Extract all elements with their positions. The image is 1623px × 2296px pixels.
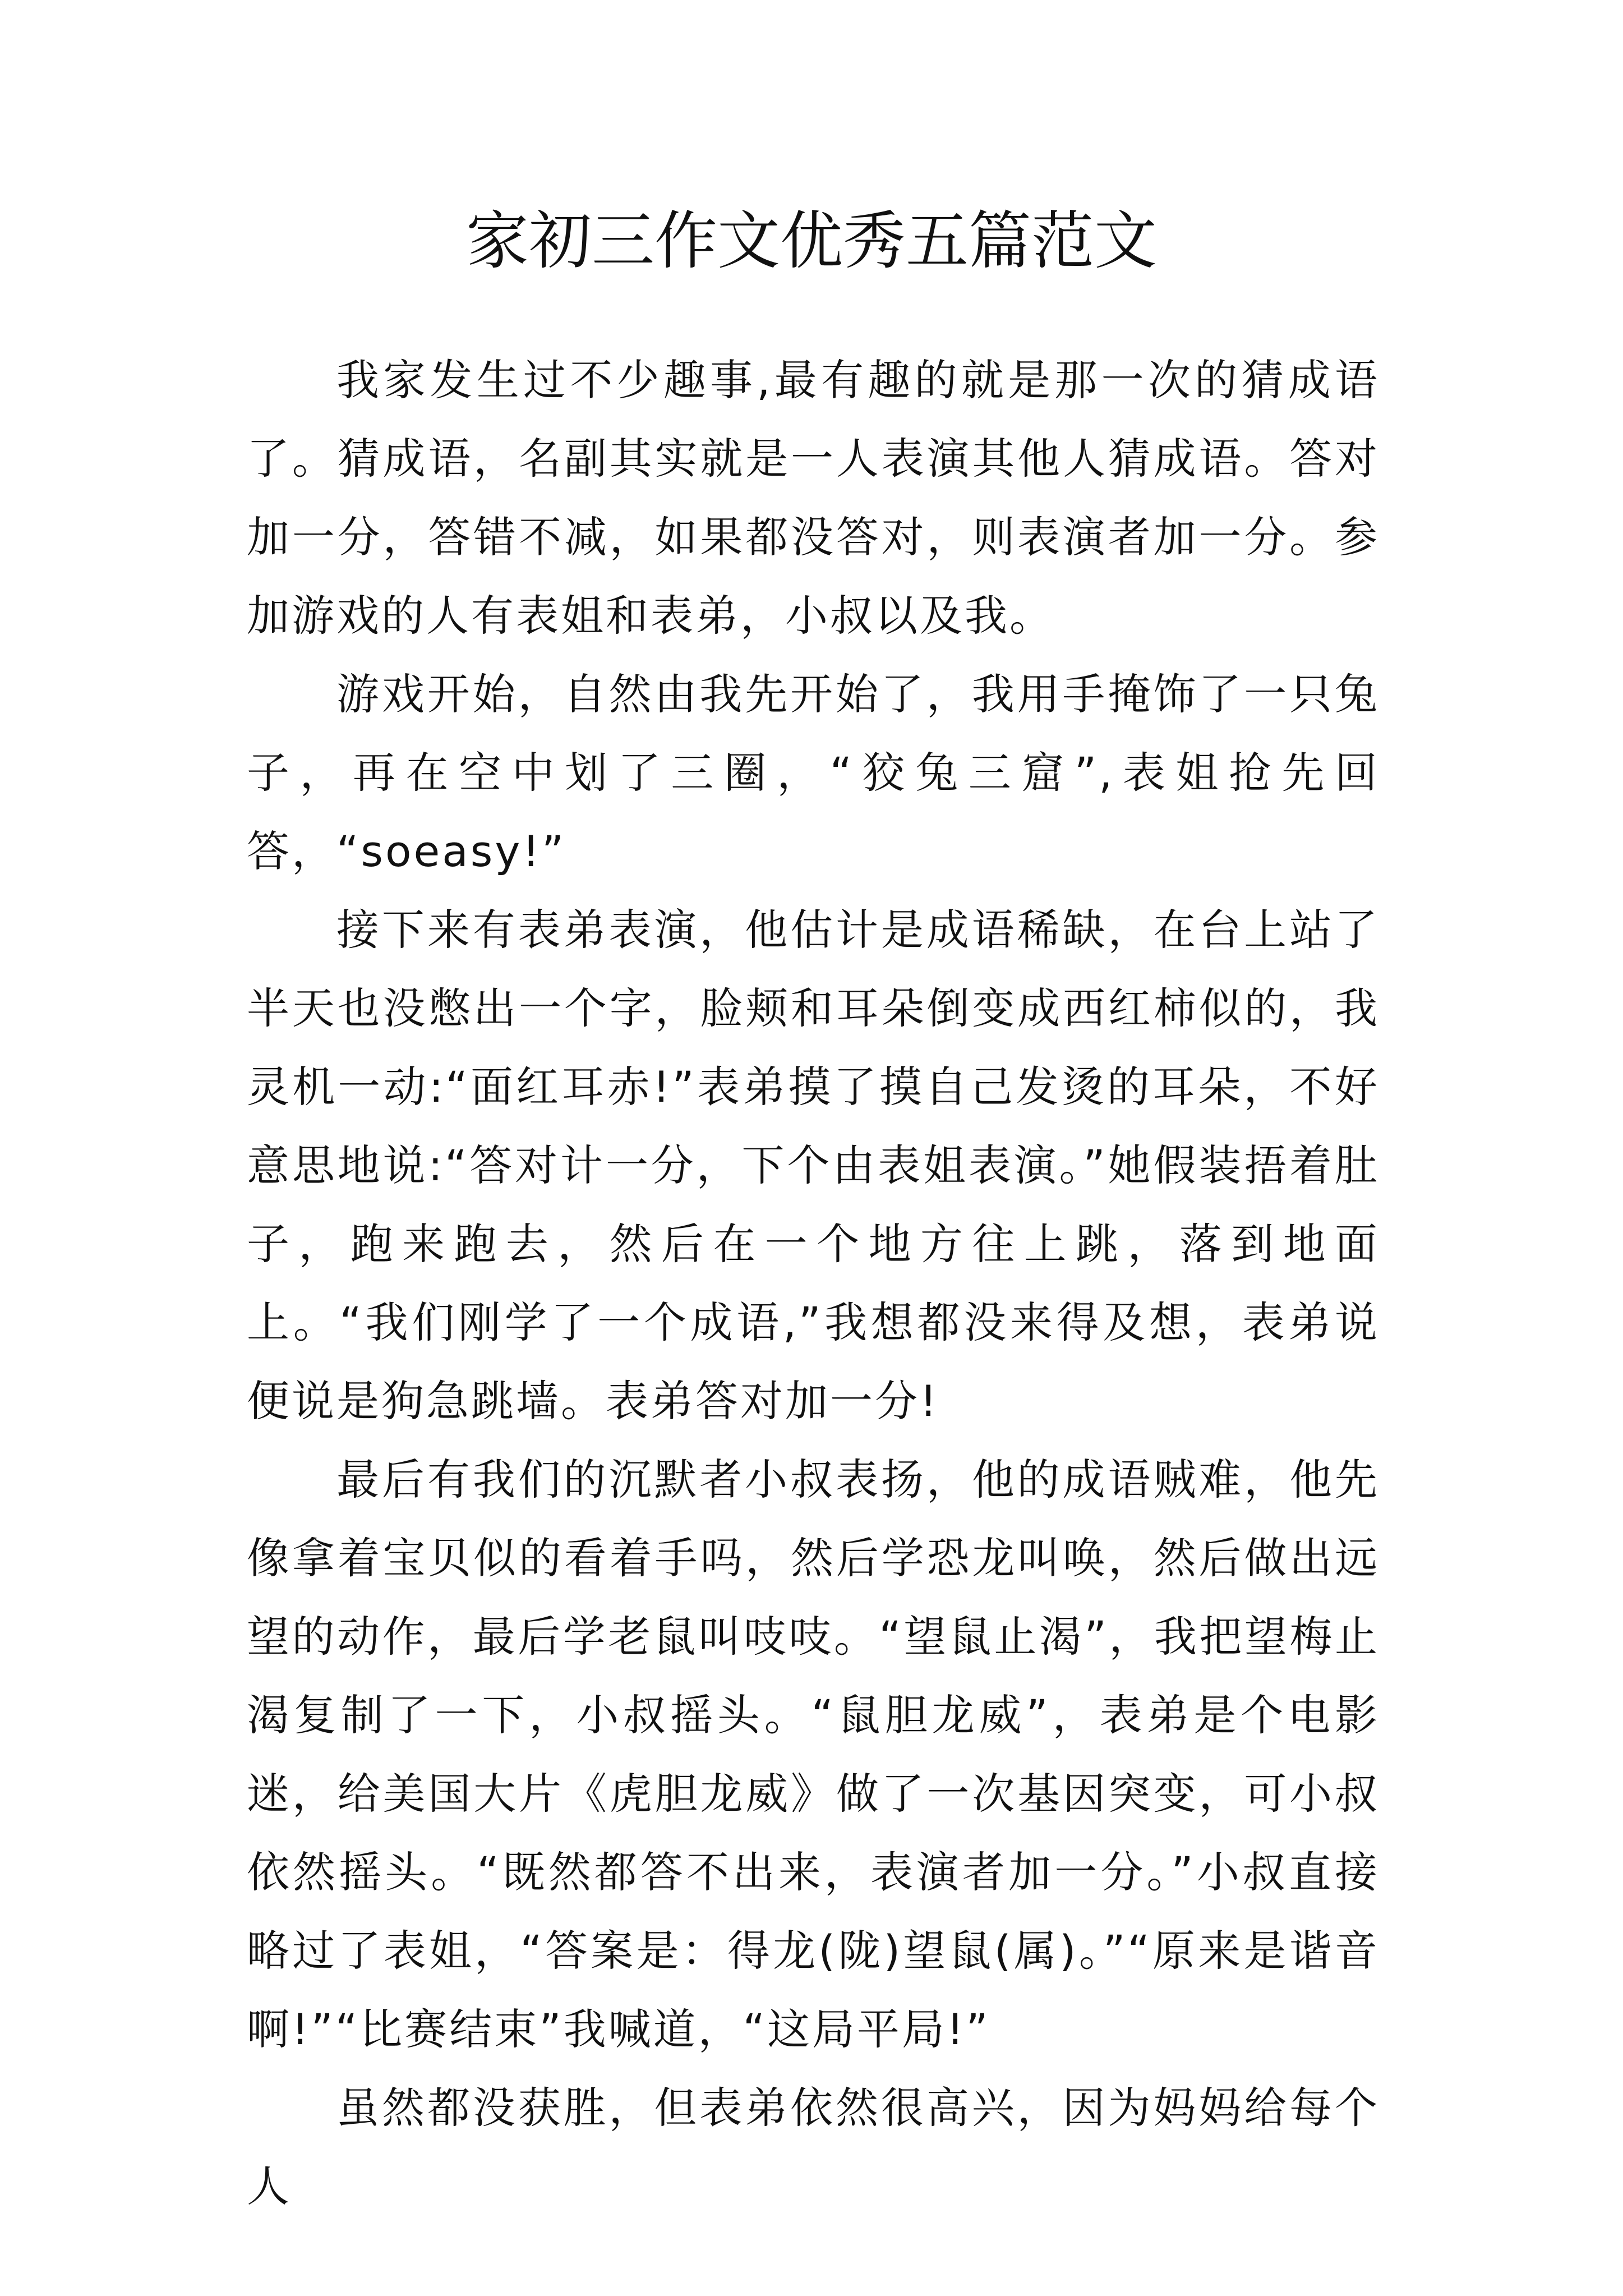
document-body <box>247 341 1380 2226</box>
paragraph-1: 我家发生过不少趣事,最有趣的就是那一次的猜成语了。猜成语，名副其实就是一人表演其他人猜成语。答对加一分，答错不减，如果都没答对，则表演者加一分。参加游戏的人有表姐和表弟，小叔以及我。 <box>247 355 1380 641</box>
paragraph-5: 虽然都没获胜，但表弟依然很高兴，因为妈妈给每个人 <box>247 2083 1380 2211</box>
paragraph-3: 接下来有表弟表演，他估计是成语稀缺，在台上站了半天也没憋出一个字，脸颊和耳朵倒变成西红柿似的，我灵机一动:“面红耳赤!”表弟摸了摸自己发烫的耳朵，不好意思地说:“答对计一分，下个由表姐表演。”她假装捂着肚子，跑来跑去，然后在一个地方往上跳，落到地面上。“我们刚学了一个成语,”我想都没来得及想，表弟说便说是狗急跳墙。表弟答对加一分! <box>247 905 1380 1426</box>
paragraph-2: 游戏开始，自然由我先开始了，我用手掩饰了一只兔子，再在空中划了三圈，“狡兔三窟”,表姐抢先回答，“soeasy!” <box>247 669 1380 876</box>
paragraph-4: 最后有我们的沉默者小叔表扬，他的成语贼难，他先像拿着宝贝似的看着手吗，然后学恐龙叫唤，然后做出远望的动作，最后学老鼠叫吱吱。“望鼠止渴”，我把望梅止渴复制了一下，小叔摇头。“鼠胆龙威”，表弟是个电影迷，给美国大片《虎胆龙威》做了一次基因突变，可小叔依然摇头。“既然都答不出来，表演者加一分。”小叔直接略过了表姐，“答案是：得龙(陇)望鼠(属)。”“原来是谐音啊!”“比赛结束”我喊道，“这局平局!” <box>247 1455 1380 2054</box>
document-title: 家初三作文优秀五篇范文 <box>466 205 1157 278</box>
